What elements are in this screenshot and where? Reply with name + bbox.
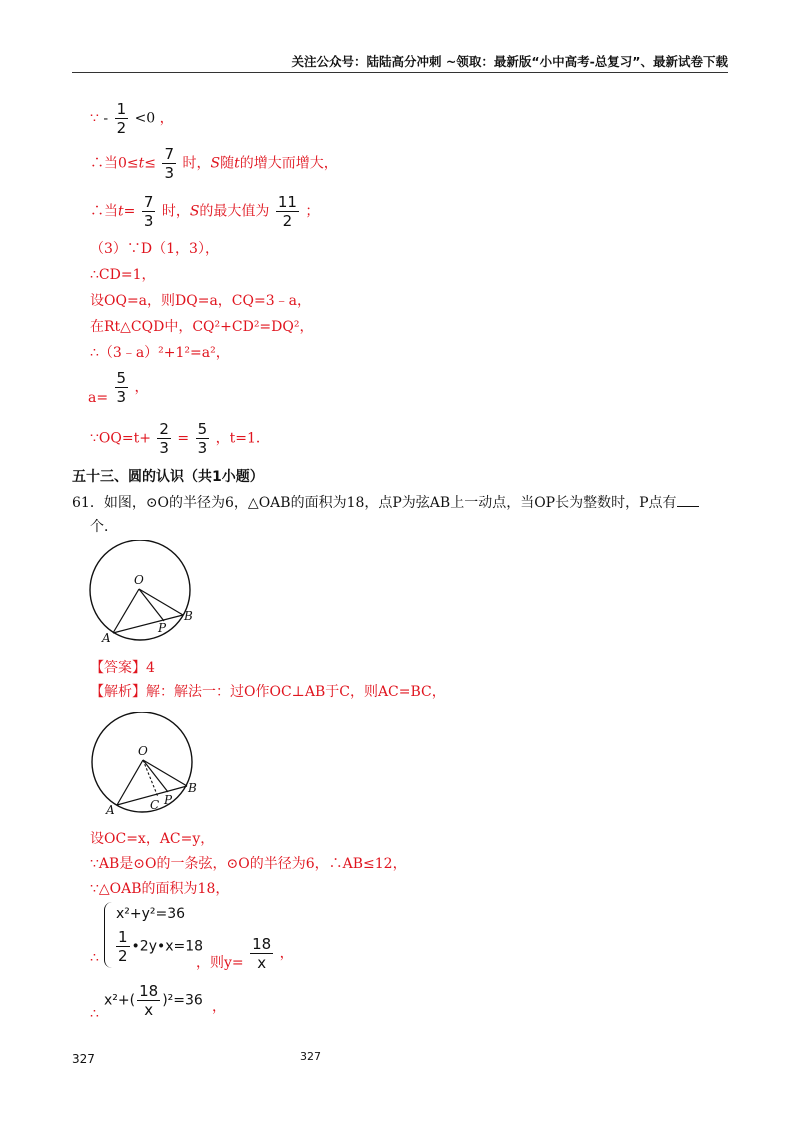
fraction-seven-thirds: $\frac{7}{3}$ (143, 193, 154, 230)
label-A: A (102, 631, 111, 644)
section-title: 五十三、圆的认识（共1小题） (72, 469, 264, 485)
fraction-five-thirds: $\frac{5}{3}$ (116, 369, 127, 406)
fraction-seven-thirds: $\frac{7}{3}$ (164, 145, 175, 182)
label-C: C (150, 798, 160, 812)
derivation-line-1: 设OC=x，AC=y， (90, 831, 215, 847)
because-symbol: ∵ (90, 110, 99, 127)
final-comma: ， (212, 999, 226, 1015)
segment-OA (117, 760, 143, 805)
page-number-center: 327 (300, 1050, 321, 1063)
segment-OB (143, 760, 187, 786)
fraction-18-over-x: $\frac{18}{x}$ (139, 982, 159, 1019)
minus-sign: - (103, 110, 109, 127)
label-O: O (134, 573, 144, 587)
fraction-five-thirds: $\frac{5}{3}$ (197, 420, 208, 457)
circle-figure-1 (86, 540, 202, 644)
question-text-line-2: 个． (90, 519, 118, 535)
answer-blank (677, 492, 699, 507)
answer-text: 【答案】4 (90, 660, 155, 676)
analysis-text: 【解析】解：解法一：过O作OC⊥AB于C，则AC=BC， (90, 684, 446, 700)
label-P: P (164, 793, 173, 807)
therefore-symbol-2: ∴ (90, 1006, 99, 1022)
label-A: A (106, 803, 115, 816)
segment-OA (113, 589, 139, 633)
y-expression: ，则y= $\frac{18}{x}$ ， (196, 935, 294, 972)
system-eq-1: x²+y²=36 (116, 906, 186, 922)
segment-OB (139, 589, 183, 615)
solution-line-7: 在Rt△CQD中，CQ²+CD²=DQ²， (90, 319, 314, 335)
header-divider (72, 72, 728, 73)
label-P: P (158, 621, 167, 635)
fraction-two-thirds: $\frac{2}{3}$ (159, 420, 169, 457)
derivation-line-2: ∵AB是⊙O的一条弦，⊙O的半径为6，∴AB≤12， (90, 856, 407, 872)
solution-line-1: ∵ - $\frac{1}{2}$ <0 ， (90, 100, 174, 137)
label-B: B (188, 781, 197, 795)
therefore-symbol-1: ∴ (90, 950, 99, 966)
label-O: O (138, 744, 148, 758)
solution-line-2: ∴当0≤t≤ $\frac{7}{3}$ 时，S随t的增大而增大， (90, 145, 338, 182)
system-eq-2: $\frac{1}{2}$ •2y•x=18 (118, 928, 204, 965)
segment-OP (143, 760, 168, 792)
solution-line-3: ∴当t= $\frac{7}{3}$ 时，S的最大值为 $\frac{11}{2}$ ； (90, 193, 320, 230)
less-than-zero: <0 (134, 110, 156, 127)
segment-OC-dashed (143, 760, 158, 797)
page-number-left: 327 (72, 1052, 95, 1066)
solution-line-9: a= $\frac{5}{3}$ ， (88, 369, 149, 406)
label-B: B (184, 609, 193, 623)
solution-line-4: （3）∵D（1，3）， (90, 241, 219, 257)
circle-figure-2 (88, 712, 204, 816)
fraction-one-half: $\frac{1}{2}$ (116, 100, 127, 137)
solution-line-5: ∴CD=1， (90, 267, 156, 283)
fraction-eleven-halves: $\frac{11}{2}$ (277, 193, 297, 230)
fraction-18-over-x: $\frac{18}{x}$ (252, 935, 272, 972)
derivation-line-3: ∵△OAB的面积为18， (90, 881, 230, 897)
solution-line-10: ∵OQ=t+ $\frac{2}{3}$ = $\frac{5}{3}$ ，t=1． (90, 420, 270, 457)
question-text: 61．如图，⊙O的半径为6，△OAB的面积为18，点P为弦AB上一动点，当OP长为整数时，P点有 (72, 492, 699, 512)
page-header: 关注公众号：陆陆高分冲刺 ~领取：最新版“小中高考-总复习”、最新试卷下载 (291, 54, 728, 69)
solution-line-6: 设OQ=a，则DQ=a，CQ=3﹣a， (90, 293, 311, 309)
solution-line-8: ∴（3﹣a）²+1²=a²， (90, 345, 230, 361)
chord-AB (113, 615, 183, 633)
segment-OP (139, 589, 164, 621)
final-equation: x²+( $\frac{18}{x}$ )²=36 (104, 982, 203, 1019)
fraction-one-half: $\frac{1}{2}$ (118, 928, 128, 965)
